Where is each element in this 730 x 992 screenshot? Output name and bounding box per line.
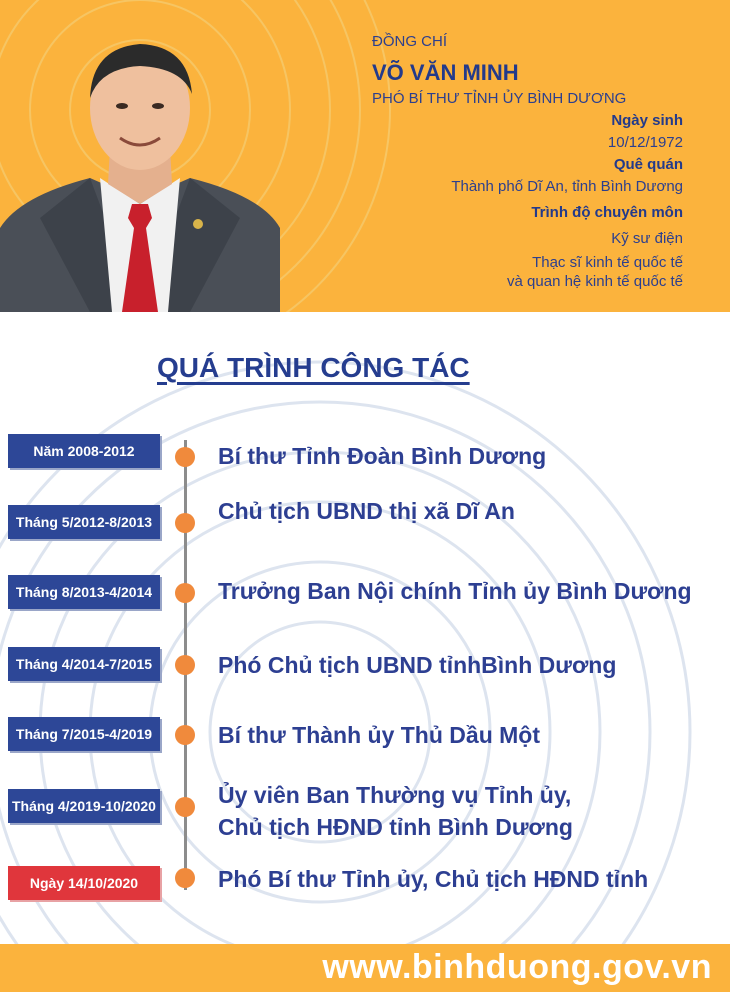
timeline-item: [0, 498, 730, 545]
role-text: Phó Bí thư Tỉnh ủy, Chủ tịch HĐND tỉnh: [218, 866, 649, 892]
timeline-dot: [175, 725, 195, 745]
person-name: VÕ VĂN MINH: [372, 60, 519, 85]
timeline-dot: [175, 513, 195, 533]
period-badge: Tháng 8/2013-4/2014: [8, 575, 160, 609]
profile-info: [0, 0, 730, 312]
salutation-label: ĐỒNG CHÍ: [372, 33, 447, 50]
education-line2: Thạc sĩ kinh tế quốc tế: [532, 254, 683, 271]
timeline-item: [0, 575, 730, 615]
timeline-item: [0, 717, 730, 757]
timeline-background: [0, 312, 730, 944]
person-position: PHÓ BÍ THƯ TỈNH ỦY BÌNH DƯƠNG: [372, 90, 627, 107]
timeline-dot: [175, 655, 195, 675]
role-text: Chủ tịch UBND thị xã Dĩ An: [218, 498, 515, 524]
timeline-item: [0, 782, 730, 840]
role-text: Bí thư Tỉnh Đoàn Bình Dương: [218, 443, 547, 469]
role-text-line1: Ủy viên Ban Thường vụ Tỉnh ủy,: [218, 782, 572, 808]
hometown-label: Quê quán: [613, 156, 683, 173]
section-title: QUÁ TRÌNH CÔNG TÁC: [157, 352, 470, 383]
hometown-value: Thành phố Dĩ An, tỉnh Bình Dương: [451, 178, 683, 195]
period-badge: Tháng 7/2015-4/2019: [8, 717, 160, 751]
education-label: Trình độ chuyên môn: [531, 204, 683, 221]
education-line1: Kỹ sư điện: [611, 230, 683, 247]
website-url: www.binhduong.gov.vn: [322, 948, 712, 986]
timeline-dot: [175, 583, 195, 603]
role-text: Trưởng Ban Nội chính Tỉnh ủy Bình Dương: [218, 578, 692, 604]
birth-label: Ngày sinh: [611, 112, 683, 129]
role-text: Phó Chủ tịch UBND tỉnhBình Dương: [218, 652, 617, 678]
timeline-item: [0, 866, 730, 906]
profile-header: [0, 0, 730, 312]
period-badge: Tháng 4/2019-10/2020: [8, 789, 160, 823]
timeline-item: [0, 647, 730, 687]
period-badge: Tháng 5/2012-8/2013: [8, 505, 160, 539]
period-badge-current: Ngày 14/10/2020: [8, 866, 160, 900]
timeline-item: [0, 434, 730, 474]
period-badge: Tháng 4/2014-7/2015: [8, 647, 160, 681]
education-line3: và quan hệ kinh tế quốc tế: [507, 273, 683, 290]
timeline-dot: [175, 447, 195, 467]
role-text: Bí thư Thành ủy Thủ Dầu Một: [218, 722, 540, 748]
timeline-dot: [175, 797, 195, 817]
period-badge: Năm 2008-2012: [8, 434, 160, 468]
timeline-dot: [175, 868, 195, 888]
role-text-line2: Chủ tịch HĐND tỉnh Bình Dương: [218, 814, 573, 840]
footer-bar: [0, 944, 730, 992]
birth-value: 10/12/1972: [607, 134, 683, 151]
